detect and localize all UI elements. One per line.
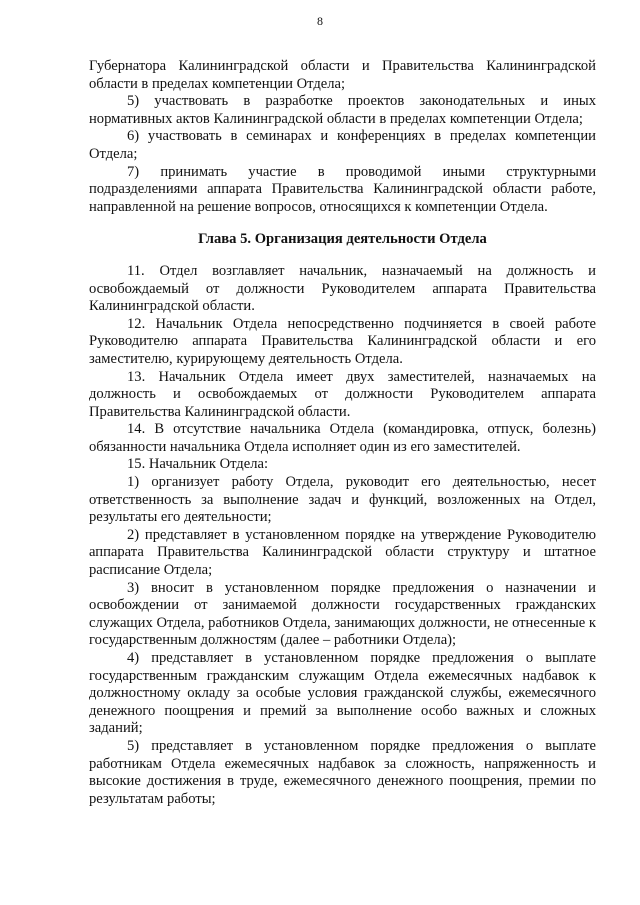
paragraph-item-5: 5) участвовать в разработке проектов законодательных и иных нормативных актов Калининградской области в пределах компетенции Отдела; [89,93,596,127]
paragraph-duty-1: 1) организует работу Отдела, руководит его деятельностью, несет ответственность за выполнение задач и функций, возложенных на Отдел, результаты его деятельности; [89,474,596,526]
paragraph-duty-2: 2) представляет в установленном порядке на утверждение Руководителю аппарата Правительства Калининградской области структуру и штатное расписание Отдела; [89,526,596,579]
paragraph-clause-13: 13. Начальник Отдела имеет двух заместителей, назначаемых на должность и освобождаемых от должности Руководителем аппарата Правительства Калининградской области. [89,368,596,420]
chapter-heading: Глава 5. Организация деятельности Отдела [198,231,487,248]
paragraph-continuation: Губернатора Калининградской области и Правительства Калининградской области в пределах компетенции Отдела; [89,58,596,92]
paragraph-clause-15: 15. Начальник Отдела: [127,456,269,473]
paragraph-clause-14: 14. В отсутствие начальника Отдела (командировка, отпуск, болезнь) обязанности начальника Отдела исполняет один из его заместителей. [89,421,596,455]
paragraph-duty-3: 3) вносит в установленном порядке предложения о назначении и освобождении от занимаемой должности государственных гражданских служащих Отдела, работников Отдела, занимающих должности, не отнесенные к государственным должностям (далее – работники Отдела); [89,579,596,649]
paragraph-duty-5: 5) представляет в установленном порядке предложения о выплате работникам Отдела ежемесячных надбавок за сложность, напряженность и высокие достижения в труде, ежемесячного денежного поощрения, премии по результатам работы; [89,737,596,807]
paragraph-item-7: 7) принимать участие в проводимой иными структурными подразделениями аппарата Правительства Калининградской области работе, направленной на решение вопросов, относящихся к компетенции Отдела. [89,163,596,215]
paragraph-duty-4: 4) представляет в установленном порядке предложения о выплате государственным гражданским служащим Отдела ежемесячных надбавок к должностному окладу за особые условия гражданской службы, ежемесячного денежного поощрения и премий за выполнение особо важных и сложных заданий; [89,650,596,737]
document-body [89,58,596,808]
paragraph-clause-11: 11. Отдел возглавляет начальник, назначаемый на должность и освобождаемый от должности Руководителем аппарата Правительства Калининградской области. [89,262,596,315]
paragraph-item-6: 6) участвовать в семинарах и конференциях в пределах компетенции Отдела; [89,128,596,162]
page-number: 8 [317,14,323,28]
paragraph-clause-12: 12. Начальник Отдела непосредственно подчиняется в своей работе Руководителю аппарата Правительства Калининградской области и его заместителю, курирующему деятельность Отдела. [89,315,596,367]
